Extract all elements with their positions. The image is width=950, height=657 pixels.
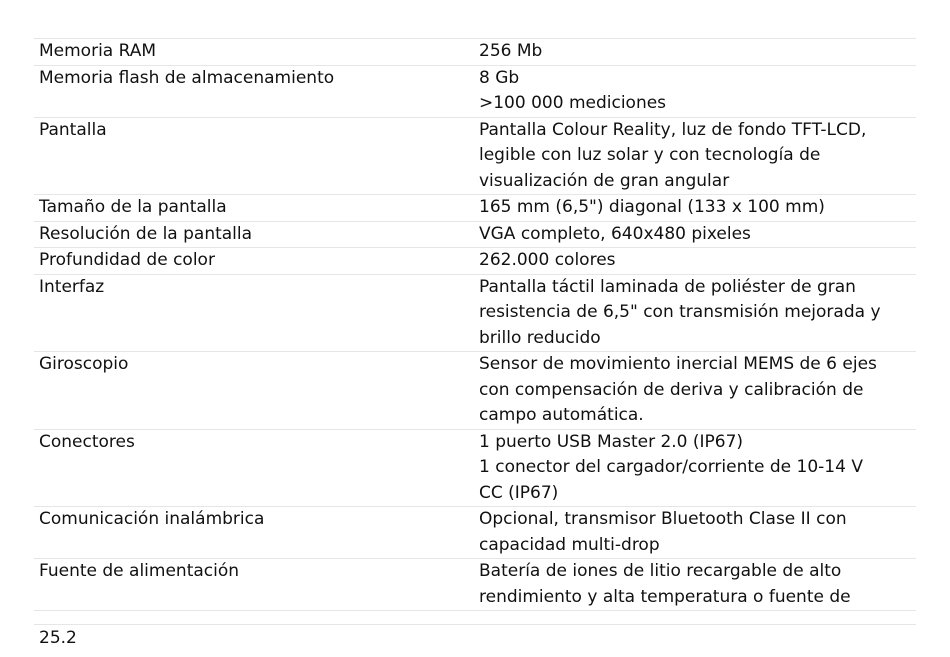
page-number: 25.2: [39, 628, 77, 648]
spec-value-line: rendimiento y alta temperatura o fuente de: [479, 586, 851, 607]
spec-value: [479, 39, 916, 65]
spec-label: Conectores: [39, 431, 135, 452]
spec-value: [479, 275, 916, 352]
spec-value-line: brillo reducido: [479, 327, 601, 348]
spec-value-line: Opcional, transmisor Bluetooth Clase II con: [479, 509, 847, 529]
spec-label: Comunicación inalámbrica: [39, 509, 265, 529]
spec-value: [479, 507, 916, 558]
spec-row-display: [34, 118, 916, 196]
spec-table: [34, 38, 916, 611]
spec-value-line: Pantalla táctil laminada de poliéster de gran: [479, 276, 856, 297]
spec-value-line: 1 conector del cargador/corriente de 10-14 V: [479, 457, 863, 477]
spec-label: Fuente de alimentación: [39, 561, 240, 581]
spec-value-line: campo automática.: [479, 405, 644, 425]
spec-row-gyroscope: [34, 352, 916, 430]
spec-value-line: capacidad multi-drop: [479, 534, 660, 555]
spec-row-power-supply: [34, 559, 916, 611]
spec-value: [479, 248, 916, 274]
spec-value-line: >100 000 mediciones: [479, 93, 667, 113]
spec-value-line: resistencia de 6,5" con transmisión mejorada y: [479, 302, 881, 322]
spec-label: Profundidad de color: [39, 250, 215, 270]
spec-label: Interfaz: [39, 276, 105, 297]
spec-row-ram: [34, 39, 916, 66]
spec-value-line: con compensación de deriva y calibración de: [479, 379, 864, 400]
spec-value-line: 1 puerto USB Master 2.0 (IP67): [479, 431, 744, 452]
spec-value-line: VGA completo, 640x480 pixeles: [479, 223, 751, 244]
spec-row-flash-storage: [34, 66, 916, 118]
spec-label: Memoria RAM: [39, 41, 157, 61]
spec-value-line: 165 mm (6,5") diagonal (133 x 100 mm): [479, 197, 825, 217]
spec-value: [479, 430, 916, 507]
spec-row-wireless: [34, 507, 916, 559]
footer-divider: [34, 624, 916, 625]
spec-value-line: Sensor de movimiento inercial MEMS de 6 ejes: [479, 354, 877, 374]
spec-value-line: CC (IP67): [479, 482, 559, 503]
spec-label: Giroscopio: [39, 354, 129, 374]
spec-value-line: 8 Gb: [479, 67, 520, 88]
spec-label: Memoria flash de almacenamiento: [39, 67, 335, 88]
spec-label: Resolución de la pantalla: [39, 223, 253, 244]
spec-label: Tamaño de la pantalla: [39, 197, 227, 217]
spec-value: [479, 222, 916, 248]
spec-value-line: Batería de iones de litio recargable de alto: [479, 561, 842, 581]
spec-value-line: 256 Mb: [479, 41, 543, 61]
spec-row-connectors: [34, 430, 916, 508]
spec-value-line: Pantalla Colour Reality, luz de fondo TFT-LCD,: [479, 119, 867, 140]
spec-row-screen-size: [34, 195, 916, 222]
spec-value: [479, 352, 916, 429]
spec-value-line: 262.000 colores: [479, 250, 616, 270]
spec-value: [479, 195, 916, 221]
spec-value: [479, 559, 916, 610]
spec-row-color-depth: [34, 248, 916, 275]
spec-row-resolution: [34, 222, 916, 249]
spec-value-line: legible con luz solar y con tecnología de: [479, 145, 821, 165]
spec-label: Pantalla: [39, 119, 107, 140]
spec-value: [479, 66, 916, 117]
spec-value: [479, 118, 916, 195]
spec-value-line: visualización de gran angular: [479, 170, 730, 191]
spec-row-interface: [34, 275, 916, 353]
